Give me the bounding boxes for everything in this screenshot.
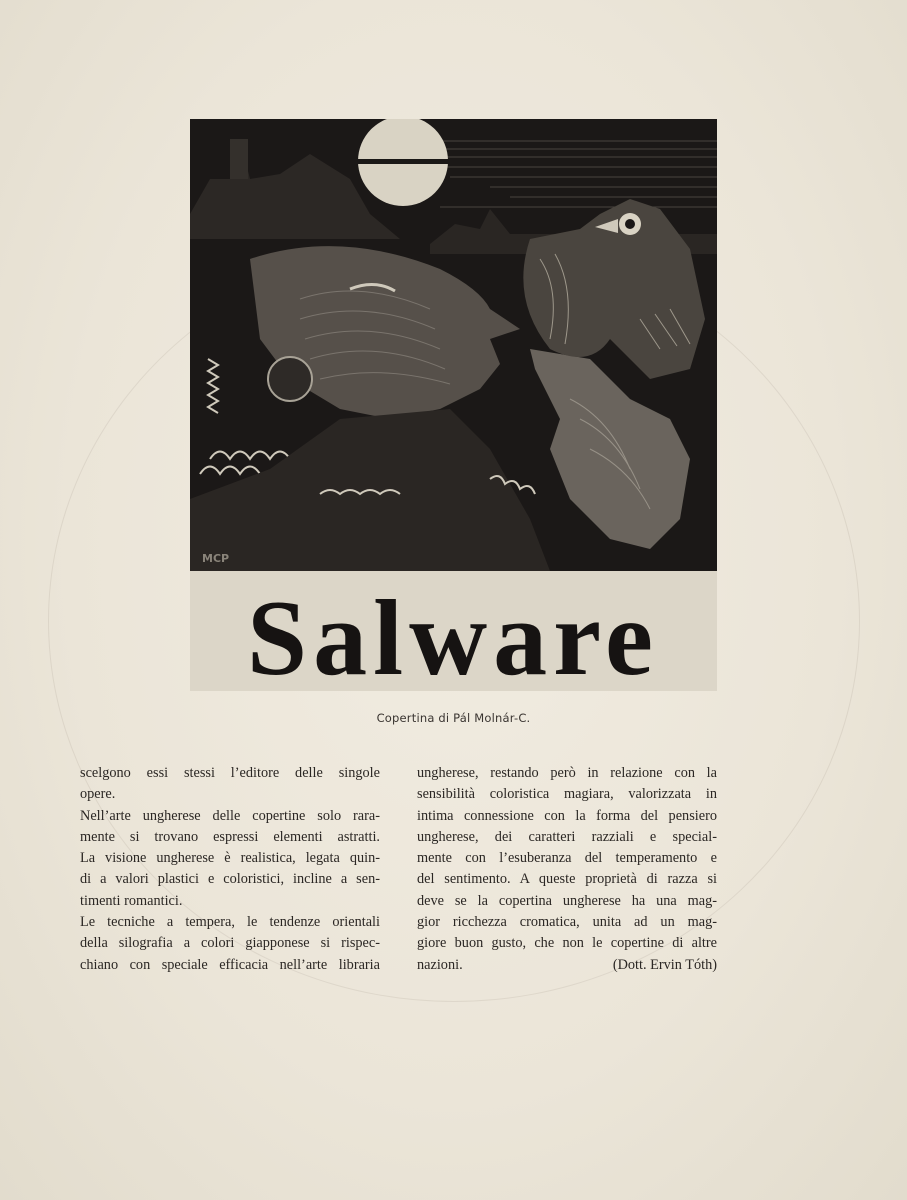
woodcut-image [190,119,717,691]
text-line: Le tecniche a tempera, le tendenze orientali [80,914,380,931]
text-line: ungherese, restando però in relazione con la [417,765,717,781]
text-column-right [417,763,717,976]
text-line: sensibilità coloristica magiara, valorizzata in [417,786,717,803]
text-line: La visione ungherese è realistica, legata quin- [80,850,380,867]
cover-title-lettering: Salware [247,579,659,691]
text-line: timenti romantici. [80,892,183,909]
text-line: chiano con speciale efficacia nell’arte libraria [80,956,380,973]
book-cover-illustration [190,119,717,691]
text-line: gior ricchezza cromatica, unita ad un mag- [417,914,717,931]
text-line: di a valori plastici e coloristici, incline a sen- [80,871,380,888]
church-tower [230,139,248,179]
text-line: della silografia a colori giapponese si rispec- [80,935,380,952]
text-line: del sentimento. A queste proprietà di razza si [417,871,717,888]
text-column-left [80,763,380,976]
text-line: mente si trovano espressi elementi astratti. [80,828,380,845]
text-line: ungherese, dei caratteri razziali e special- [417,828,717,845]
text-line: Nell’arte ungherese delle copertine solo rara- [80,807,380,824]
text-line: opere. [80,786,116,803]
text-line: giore buon gusto, che non le copertine di altre [417,935,717,952]
text-line: nazioni. [417,956,463,973]
author-signature: (Dott. Ervin Tóth) [612,956,717,973]
text-line: deve se la copertina ungherese ha una mag- [417,892,717,909]
text-line: scelgono essi stessi l’editore delle singole [80,765,380,781]
image-caption: Copertina di Pál Molnár-C. [376,711,531,725]
text-line: intima connessione con la forma del pensiero [417,807,717,824]
text-line: mente con l’esuberanza del temperamento e [417,850,717,867]
closing-line [417,955,717,976]
artist-monogram: MCP [202,552,230,565]
